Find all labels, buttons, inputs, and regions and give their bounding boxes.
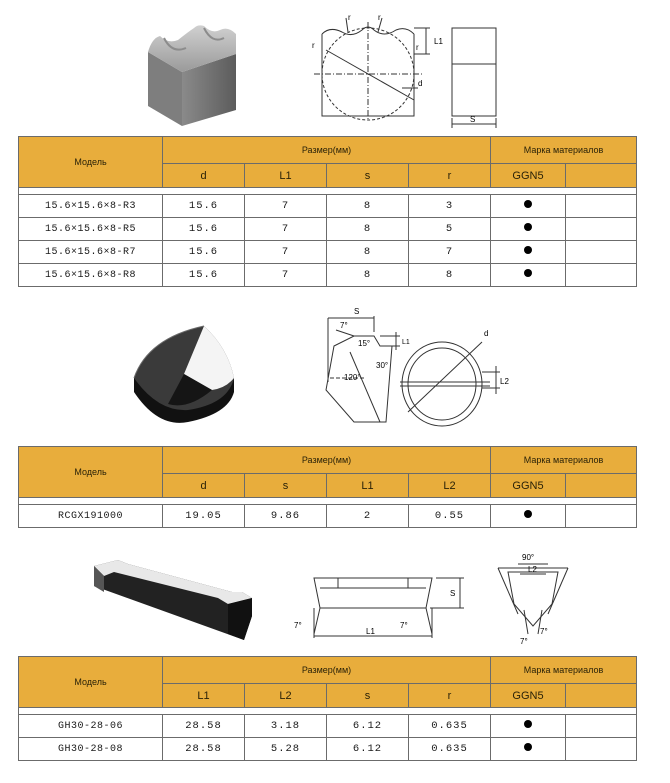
available-dot-icon (524, 223, 532, 231)
label-angle-120: 120° (344, 373, 361, 382)
insert-photo-3 (88, 556, 258, 642)
cell-value: 8 (409, 264, 491, 287)
label-L1: L1 (366, 627, 375, 636)
header-col: s (327, 164, 409, 188)
header-material-grade: GGN5 (491, 474, 566, 498)
insert-photo-1 (128, 14, 240, 126)
header-size: Размер(мм) (163, 447, 491, 474)
label-S: S (354, 307, 360, 316)
cell-value: 8 (327, 241, 409, 264)
label-d: d (418, 79, 423, 88)
cell-value: 7 (409, 241, 491, 264)
cell-value: 19.05 (163, 505, 245, 528)
dimension-drawing-3 (292, 548, 578, 648)
spec-table-1 (18, 136, 637, 287)
cell-value: 15.6 (163, 218, 245, 241)
label-angle-7-a: 7° (520, 637, 528, 646)
label-S: S (470, 115, 476, 124)
cell-availability (491, 218, 566, 241)
cell-model: GH30-28-06 (19, 715, 163, 738)
cell-value: 9.86 (245, 505, 327, 528)
cell-availability (491, 264, 566, 287)
label-d: d (484, 329, 489, 338)
header-col: s (245, 474, 327, 498)
table-row (19, 505, 637, 528)
header-col: L1 (163, 684, 245, 708)
header-col: s (327, 684, 409, 708)
cell-value: 7 (245, 264, 327, 287)
label-angle-7-right: 7° (400, 621, 408, 630)
spec-table-2 (18, 446, 637, 528)
table-row (19, 241, 637, 264)
cell-value: 8 (327, 264, 409, 287)
label-angle-7-b: 7° (540, 627, 548, 636)
dimension-drawing-2 (314, 302, 524, 434)
cell-value: 0.635 (409, 738, 491, 761)
cell-value: 3.18 (245, 715, 327, 738)
header-col: L1 (327, 474, 409, 498)
table-row (19, 195, 637, 218)
available-dot-icon (524, 743, 532, 751)
cell-value: 8 (327, 218, 409, 241)
header-model: Модель (19, 447, 163, 498)
cell-value: 15.6 (163, 241, 245, 264)
cell-value: 5 (409, 218, 491, 241)
header-size: Размер(мм) (163, 657, 491, 684)
label-r-left: r (312, 41, 315, 50)
spec-table-3 (18, 656, 637, 761)
available-dot-icon (524, 510, 532, 518)
label-S: S (450, 589, 456, 598)
available-dot-icon (524, 246, 532, 254)
label-L1: L1 (434, 37, 443, 46)
cell-value: 7 (245, 218, 327, 241)
dimension-drawing-1 (306, 8, 516, 128)
cell-value: 5.28 (245, 738, 327, 761)
cell-value: 28.58 (163, 738, 245, 761)
cell-availability (491, 241, 566, 264)
header-model: Модель (19, 657, 163, 708)
cell-value: 7 (245, 195, 327, 218)
header-material: Марка материалов (491, 657, 637, 684)
cell-value: 15.6 (163, 195, 245, 218)
cell-model: 15.6×15.6×8-R8 (19, 264, 163, 287)
label-L1: L1 (402, 339, 410, 346)
label-L2: L2 (500, 377, 509, 386)
header-material: Марка материалов (491, 447, 637, 474)
available-dot-icon (524, 269, 532, 277)
header-col: d (163, 164, 245, 188)
cell-value: 2 (327, 505, 409, 528)
header-model: Модель (19, 137, 163, 188)
label-L2: L2 (528, 565, 537, 574)
cell-value: 28.58 (163, 715, 245, 738)
cell-availability (491, 715, 566, 738)
cell-model: 15.6×15.6×8-R5 (19, 218, 163, 241)
cell-value: 6.12 (327, 715, 409, 738)
cell-value: 3 (409, 195, 491, 218)
cell-value: 6.12 (327, 738, 409, 761)
label-r-right: r (416, 43, 419, 52)
header-material-grade: GGN5 (491, 684, 566, 708)
label-r-top-left: r (348, 13, 351, 22)
table-row (19, 715, 637, 738)
cell-model: 15.6×15.6×8-R3 (19, 195, 163, 218)
cell-availability (491, 195, 566, 218)
cell-model: RCGX191000 (19, 505, 163, 528)
header-col: L1 (245, 164, 327, 188)
header-col: L2 (245, 684, 327, 708)
cell-value: 8 (327, 195, 409, 218)
label-r-top-right: r (378, 13, 381, 22)
cell-value: 0.635 (409, 715, 491, 738)
header-size: Размер(мм) (163, 137, 491, 164)
header-material-grade: GGN5 (491, 164, 566, 188)
header-col: r (409, 164, 491, 188)
header-col: r (409, 684, 491, 708)
table-row (19, 218, 637, 241)
insert-photo-2 (128, 318, 240, 428)
available-dot-icon (524, 720, 532, 728)
cell-value: 7 (245, 241, 327, 264)
label-angle-15: 15° (358, 339, 371, 348)
header-col: d (163, 474, 245, 498)
header-material: Марка материалов (491, 137, 637, 164)
cell-model: GH30-28-08 (19, 738, 163, 761)
table-row (19, 738, 637, 761)
cell-availability (491, 505, 566, 528)
label-angle-7: 7° (340, 321, 348, 330)
label-angle-90: 90° (522, 553, 535, 562)
header-col: L2 (409, 474, 491, 498)
available-dot-icon (524, 200, 532, 208)
cell-model: 15.6×15.6×8-R7 (19, 241, 163, 264)
label-angle-7-left: 7° (294, 621, 302, 630)
cell-value: 15.6 (163, 264, 245, 287)
cell-availability (491, 738, 566, 761)
table-row (19, 264, 637, 287)
cell-value: 0.55 (409, 505, 491, 528)
label-angle-30: 30° (376, 361, 389, 370)
